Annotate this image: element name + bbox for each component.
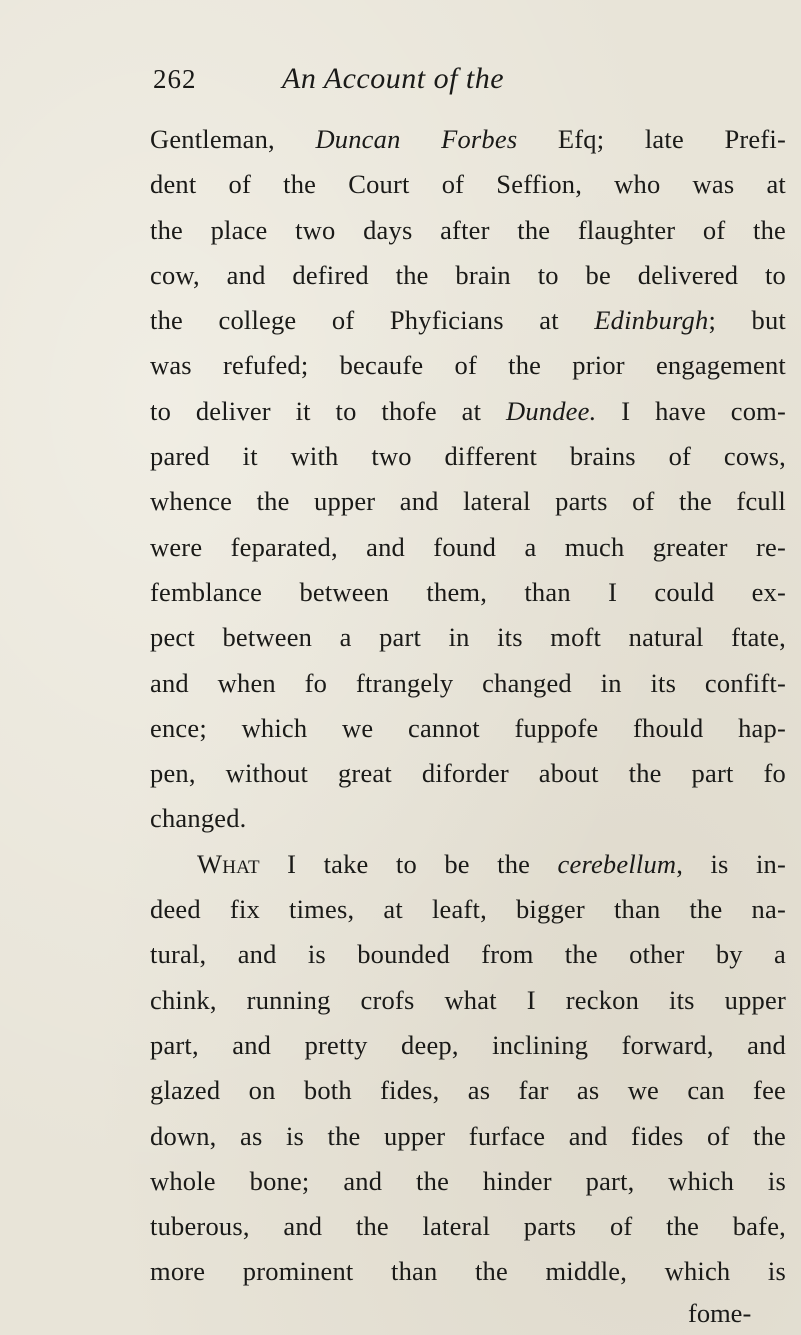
text-segment: Gentleman, — [150, 124, 316, 154]
text-line — [150, 1159, 786, 1204]
text-segment: were feparated, and found a much greater re- — [150, 531, 786, 562]
text-line — [150, 1068, 786, 1113]
text-segment: pect between a part in its moft natural ftate, — [150, 622, 786, 653]
text-line — [150, 615, 786, 660]
text-segment: Efq; late Prefi- — [517, 124, 786, 154]
text-line — [150, 343, 786, 388]
text-line — [150, 434, 786, 479]
text-segment: glazed on both fides, as far as we can fee — [150, 1075, 786, 1106]
text-segment: the place two days after the flaughter of the — [150, 214, 786, 245]
text-line — [150, 1114, 786, 1159]
catchword: fome- — [688, 1298, 752, 1328]
text-line — [150, 298, 786, 343]
text-segment: was refufed; becaufe of the prior engagement — [150, 350, 786, 381]
text-line — [150, 1249, 786, 1294]
text-line — [150, 706, 786, 751]
text-segment: I have com- — [596, 395, 786, 426]
italic-text: cerebellum — [557, 848, 677, 879]
text-segment: and when fo ftrangely changed in its confift- — [150, 667, 786, 698]
text-segment: femblance between them, than I could ex- — [150, 576, 786, 607]
italic-text: Dundee. — [506, 395, 597, 426]
text-segment: ence; which we cannot fuppofe fhould hap- — [150, 712, 786, 743]
text-segment: whence the upper and lateral parts of the fcull — [150, 486, 786, 517]
text-line — [150, 162, 786, 207]
small-caps-text: What — [197, 848, 260, 879]
text-line — [150, 978, 786, 1023]
text-segment: ; but — [708, 305, 786, 336]
running-head: An Account of the — [282, 62, 505, 95]
text-segment: tuberous, and the lateral parts of the bafe, — [150, 1211, 786, 1242]
text-segment: tural, and is bounded from the other by a — [150, 939, 786, 970]
text-line — [150, 253, 786, 298]
text-line — [150, 117, 786, 162]
text-segment: cow, and defired the brain to be delivered to — [150, 259, 786, 290]
text-segment: dent of the Court of Seffion, who was at — [150, 169, 786, 200]
page-header — [153, 64, 753, 114]
italic-text: Duncan Forbes — [315, 124, 518, 154]
text-line — [150, 887, 786, 932]
text-segment: down, as is the upper furface and fides of the — [150, 1120, 786, 1151]
text-line — [150, 751, 786, 796]
text-line — [150, 1204, 786, 1249]
text-segment: I take to be the — [259, 848, 558, 879]
text-line — [150, 932, 786, 977]
text-segment: to deliver it to thofe at — [150, 395, 506, 426]
text-line — [150, 389, 786, 434]
text-line — [150, 661, 786, 706]
text-segment: more prominent than the middle, which is — [150, 1256, 786, 1287]
text-segment: deed fix times, at leaft, bigger than the na- — [150, 894, 786, 925]
text-segment: whole bone; and the hinder part, which is — [150, 1165, 786, 1196]
text-line — [150, 796, 786, 841]
text-segment: part, and pretty deep, inclining forward, and — [150, 1029, 786, 1060]
text-line — [150, 1023, 786, 1068]
text-line — [150, 842, 786, 887]
text-line — [150, 479, 786, 524]
page-number: 262 — [153, 64, 197, 94]
text-segment: chink, running crofs what I reckon its upper — [150, 984, 786, 1015]
text-line — [150, 208, 786, 253]
italic-text: Edinburgh — [594, 305, 709, 336]
text-segment: pared it with two different brains of cows, — [150, 441, 786, 472]
body-text — [150, 117, 786, 1295]
text-segment: , is in- — [676, 848, 786, 879]
text-segment: changed. — [150, 803, 247, 834]
text-segment: the college of Phyficians at — [150, 305, 595, 336]
text-line — [150, 570, 786, 615]
text-segment: pen, without great diforder about the part fo — [150, 758, 786, 789]
text-line — [150, 525, 786, 570]
